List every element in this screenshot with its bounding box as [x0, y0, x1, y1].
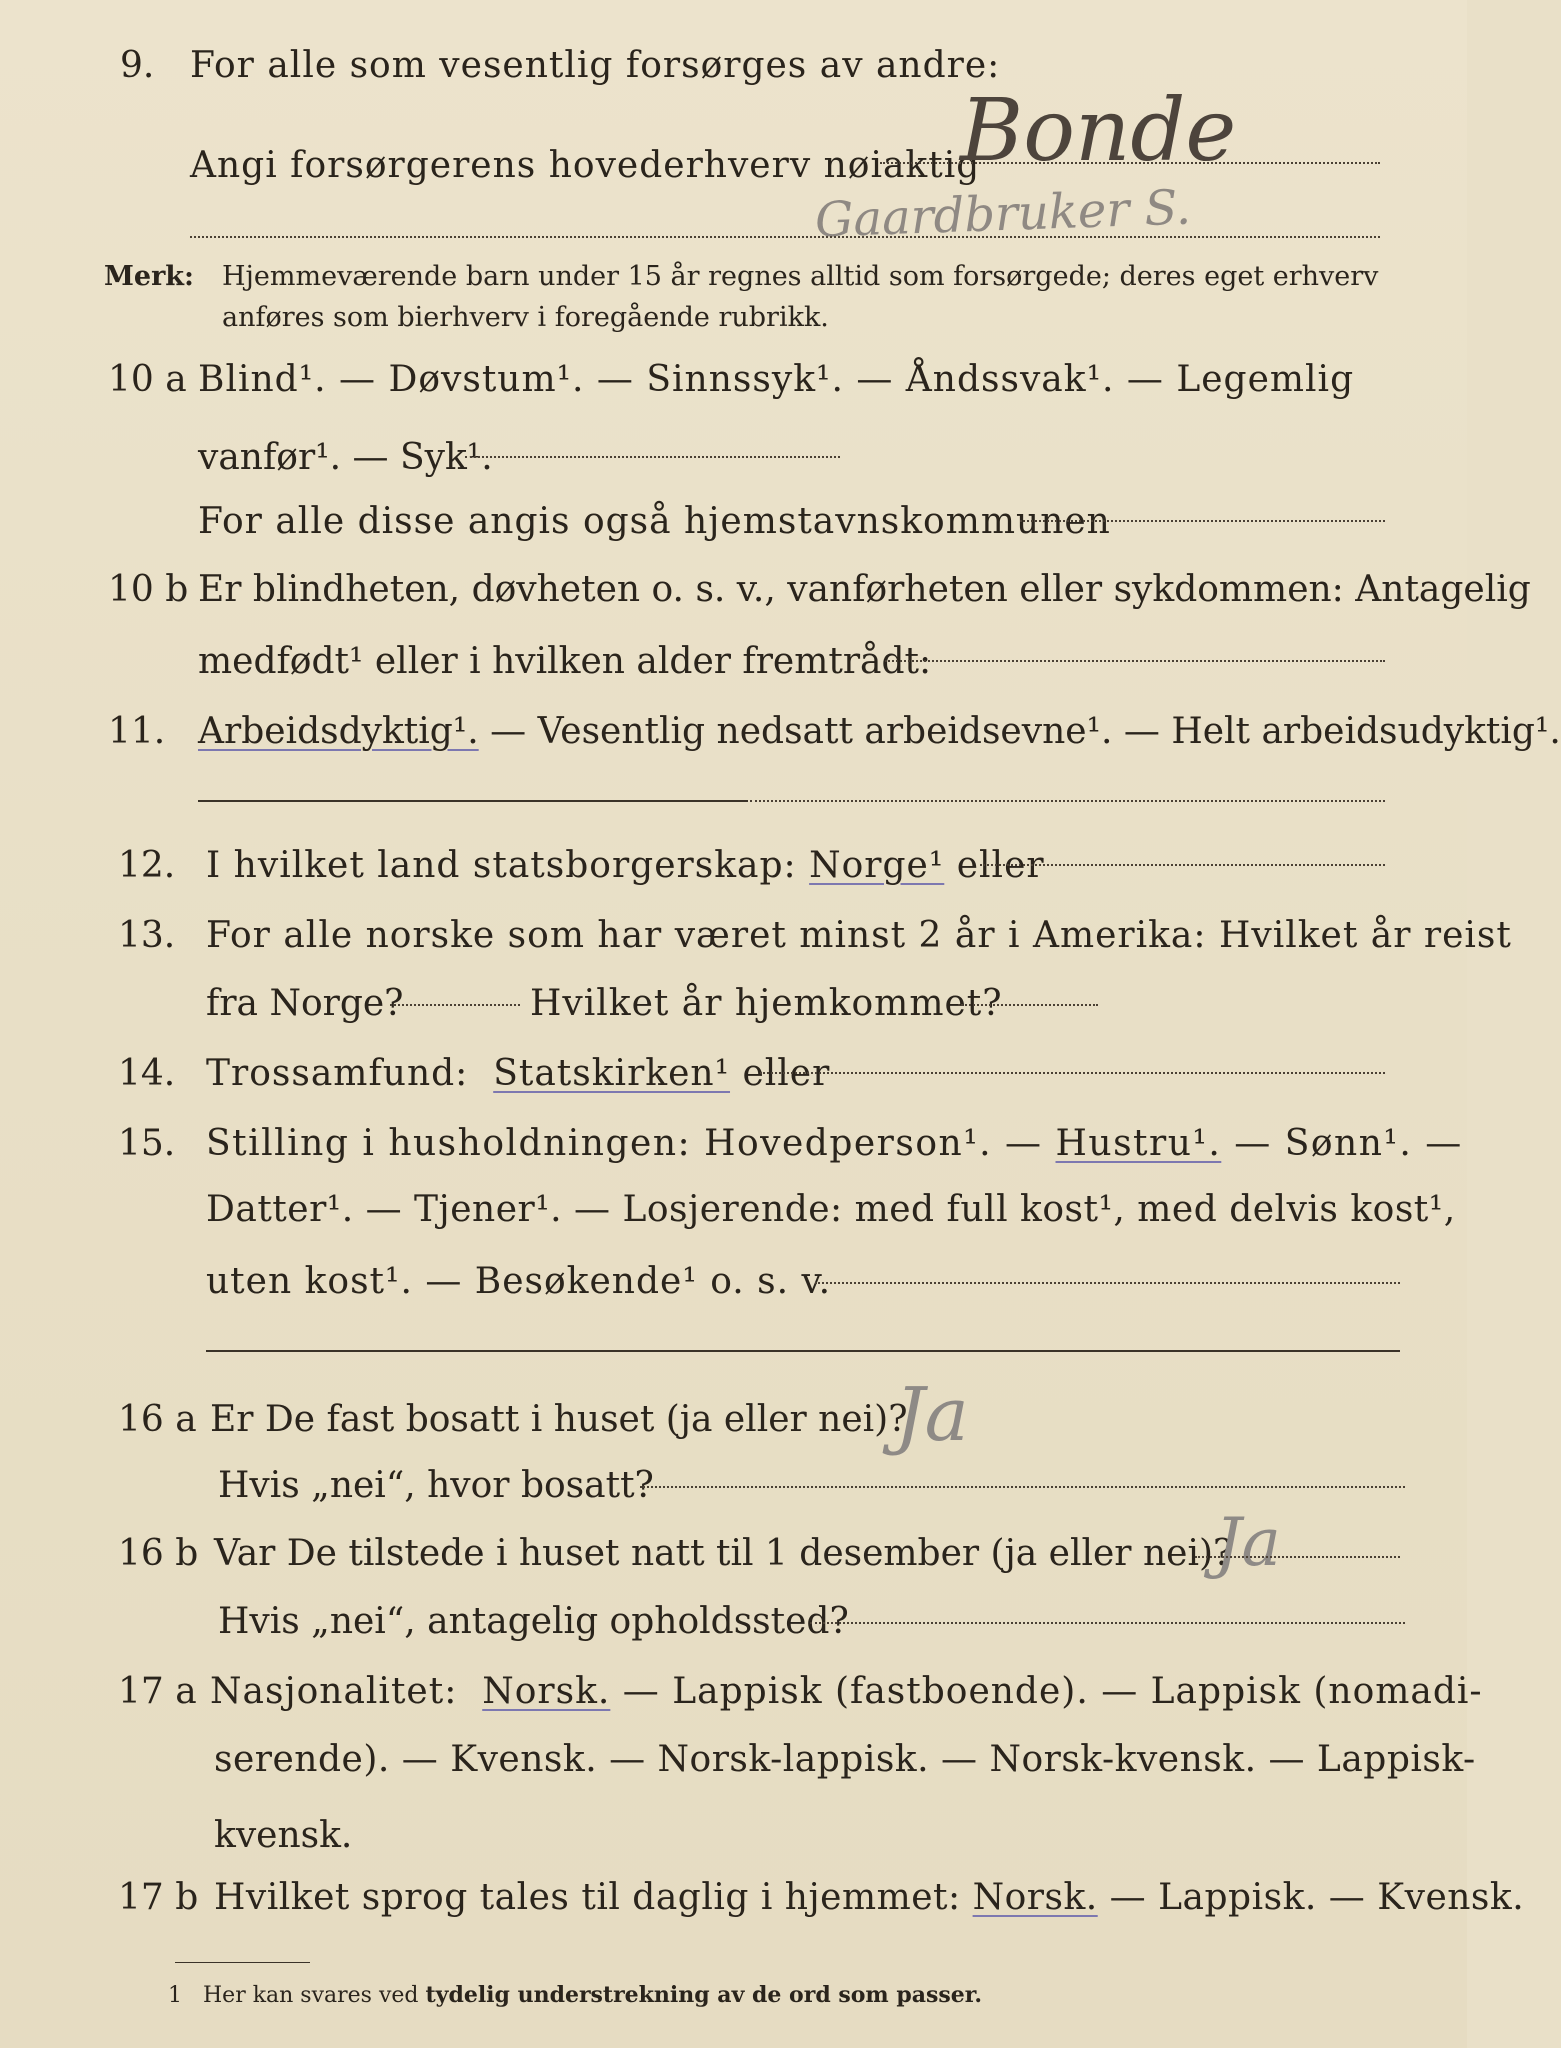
q12-prefix: I hvilket land statsborgerskap:	[206, 845, 797, 886]
q16a-line1: Er De fast bosatt i huset (ja eller nei)?	[210, 1399, 908, 1440]
q15-line2: Datter¹. — Tjener¹. — Losjerende: med full kost¹, med delvis kost¹,	[206, 1189, 1456, 1230]
q13-year-left-line	[390, 1004, 520, 1006]
footnote	[168, 1982, 982, 2008]
q15-line1b: — Sønn¹. —	[1234, 1123, 1463, 1164]
q10a-number: 10 a	[108, 359, 187, 400]
q13-number: 13.	[118, 915, 176, 956]
q9-handwritten-answer: Bonde	[960, 81, 1237, 181]
q15-number: 15.	[118, 1123, 176, 1164]
q14-answer-line	[760, 1072, 1385, 1074]
q16a-number: 16 a	[118, 1399, 197, 1440]
q10b-line2: medfødt¹ eller i hvilken alder fremtrådt:	[198, 641, 932, 682]
q11-number: 11.	[108, 711, 166, 752]
q17b-prefix: Hvilket sprog tales til daglig i hjemmet:	[214, 1877, 961, 1918]
footnote-text-a: Her kan svares ved	[202, 1983, 419, 2008]
q14-suffix: eller	[742, 1053, 831, 1094]
q9-line1: For alle som vesentlig forsørges av andre:	[190, 45, 1001, 86]
q12-option-norge: Norge¹	[809, 845, 945, 886]
q14-number: 14.	[118, 1053, 176, 1094]
q9-number: 9.	[120, 45, 155, 86]
q17b-number: 17 b	[118, 1877, 199, 1918]
merk-line1: Hjemmeværende barn under 15 år regnes alltid som forsørgede; deres eget erhverv	[222, 261, 1379, 292]
q16a-handwritten-answer: Ja	[895, 1372, 969, 1458]
q14-text	[206, 1053, 831, 1094]
q14-prefix: Trossamfund:	[206, 1053, 469, 1094]
q17a-number: 17 a	[118, 1671, 197, 1712]
q9-extra-line	[190, 236, 1380, 238]
q10b-number: 10 b	[108, 569, 189, 610]
q10a-home-line	[1020, 520, 1385, 522]
q17b-suffix: — Lappisk. — Kvensk.	[1109, 1877, 1525, 1918]
q16b-answer-line	[1195, 1556, 1400, 1558]
q16b-number: 16 b	[118, 1533, 199, 1574]
q11-answer-line	[750, 800, 1385, 802]
q17a-line2: serende). — Kvensk. — Norsk-lappisk. — Norsk-kvensk. — Lappisk-	[214, 1739, 1476, 1780]
q13-line1: For alle norske som har været minst 2 år i Amerika: Hvilket år reist	[206, 915, 1512, 956]
q11-text	[198, 711, 1561, 752]
q16a-line2: Hvis „nei“, hvor bosatt?	[218, 1465, 654, 1506]
q11-option-arbeidsdyktig: Arbeidsdyktig¹.	[198, 711, 479, 752]
q17a-line1	[210, 1671, 1483, 1712]
q16b-place-line	[810, 1622, 1405, 1624]
q9-handwritten-note: Gaardbruker S.	[814, 179, 1192, 249]
q13-line2a: fra Norge?	[206, 983, 404, 1024]
q16b-line1: Var De tilstede i huset natt til 1 desember (ja eller nei)?	[214, 1533, 1233, 1574]
q10a-answer-line	[465, 456, 840, 458]
q17b-line	[214, 1877, 1525, 1918]
q11-rest: — Vesentlig nedsatt arbeidsevne¹. — Helt arbeidsudyktig¹.	[490, 711, 1561, 752]
q14-option-statskirken: Statskirken¹	[493, 1053, 731, 1094]
q15-answer-line	[815, 1282, 1400, 1284]
q15-line1a: Stilling i husholdningen: Hovedperson¹. —	[206, 1123, 1043, 1164]
q10a-line3: For alle disse angis også hjemstavnskommunen	[198, 501, 1111, 542]
q16a-answer-line	[640, 1486, 1405, 1488]
q12-text	[206, 845, 1045, 886]
q12-answer-line	[980, 864, 1385, 866]
merk-line2: anføres som bierhverv i foregående rubrikk.	[222, 302, 829, 333]
footnote-mark: 1	[168, 1983, 182, 2008]
q17a-line3: kvensk.	[214, 1815, 353, 1856]
q9-line2: Angi forsørgerens hovederhverv nøiaktig	[190, 145, 981, 186]
q13-line2b: Hvilket år hjemkommet?	[530, 983, 1003, 1024]
q10b-answer-line	[885, 660, 1385, 662]
q12-number: 12.	[118, 845, 176, 886]
q17b-option-norsk: Norsk.	[972, 1877, 1098, 1918]
q15-line1	[206, 1123, 1463, 1164]
q13-year-right-line	[958, 1004, 1098, 1006]
q10b-line1: Er blindheten, døvheten o. s. v., vanførheten eller sykdommen: Antagelig	[198, 569, 1531, 610]
q10a-line1: Blind¹. — Døvstum¹. — Sinnssyk¹. — Åndssvak¹. — Legemlig	[198, 359, 1355, 400]
q17a-line1rest: — Lappisk (fastboende). — Lappisk (nomadi-	[622, 1671, 1483, 1712]
q17a-prefix: Nasjonalitet:	[210, 1671, 458, 1712]
merk-label: Merk:	[104, 261, 194, 292]
q16b-line2: Hvis „nei“, antagelig opholdssted?	[218, 1601, 849, 1642]
footnote-text-b: tydelig understrekning av de ord som passer.	[425, 1982, 982, 2008]
q16b-handwritten-answer: Ja	[1215, 1504, 1281, 1581]
q15-extra-rule	[206, 1350, 1400, 1352]
q10a-line2: vanfør¹. — Syk¹.	[198, 437, 493, 478]
q17a-option-norsk: Norsk.	[482, 1671, 611, 1712]
q12-suffix: eller	[956, 845, 1045, 886]
q11-answer-rule	[198, 800, 748, 802]
q15-option-hustru: Hustru¹.	[1055, 1123, 1222, 1164]
q15-line3: uten kost¹. — Besøkende¹ o. s. v.	[206, 1261, 832, 1302]
footnote-rule	[175, 1962, 310, 1963]
